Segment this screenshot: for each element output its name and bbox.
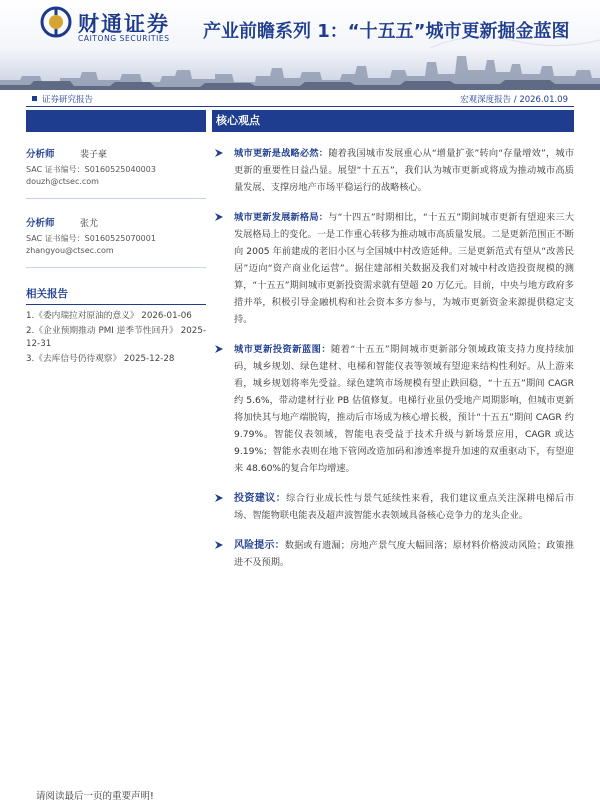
report-meta: 宏观深度报告 / 2026.01.09: [460, 95, 568, 105]
core-views-section: [212, 110, 574, 571]
related-report-link[interactable]: 2.《企业预期推动 PMI 逆季节性回升》 2025-12-31: [26, 326, 206, 349]
report-type: [32, 93, 93, 105]
analyst-card: [26, 211, 206, 257]
report-info-bar: [26, 90, 574, 108]
arrow-bullet-icon: [214, 540, 224, 550]
logo-name-cn: 财通证券: [78, 12, 170, 36]
analyst-card: [26, 142, 206, 188]
arrow-bullet-icon: [214, 212, 224, 222]
arrow-bullet-icon: [214, 344, 224, 354]
analyst-name: 张尤: [80, 219, 99, 229]
company-logo: [40, 6, 190, 46]
sidebar: [26, 110, 206, 366]
key-point-lead: 城市更新发展新格局：: [234, 212, 329, 223]
key-point: [212, 537, 574, 571]
key-point-text: 综合行业成长性与景气延续性来看，我们建议重点关注深耕电梯后市场、智能物联电能表及超声波智能水表领域具备核心竞争力的龙头企业。: [234, 493, 575, 521]
disclaimer-note: 请阅读最后一页的重要声明!: [36, 791, 154, 802]
key-point-text: 数据或有遗漏；房地产景气度大幅回落；原材料价格波动风险；政策推进不及预期。: [234, 540, 575, 568]
logo-name-en: CAITONG SECURITIES: [78, 34, 170, 43]
key-point-lead: 风险提示：: [234, 540, 285, 551]
report-header: [0, 0, 600, 90]
key-point-lead: 投资建议：: [234, 493, 287, 504]
report-title: 产业前瞻系列 1：“十五五”城市更新掘金蓝图: [203, 21, 570, 42]
analyst-email[interactable]: douzh@ctsec.com: [26, 177, 99, 186]
key-point-text: 随着我国城市发展重心从“增量扩张”转向“存量增效”，城市更新的重要性日益凸显。展望“十五五”，我们认为城市更新或将成为推动城市高质量发展、支撑房地产市场平稳运行的战略核心。: [234, 148, 575, 193]
sidebar-header-bar: [26, 110, 206, 132]
key-point: [212, 209, 574, 328]
key-point-text: 随着“十五五”期间城市更新部分领域政策支持力度持续加码，城乡规划、绿色建材、电梯和智能仪表等领域有望迎来结构性利好。从上游来看，城乡规划将率先受益。绿色建筑市场规模有望止跌回稳，“十五五”期间 CAGR 约 5.6%，带动建材行业 PB 估值修复。电梯行业虽仍受地产周期影响，但城市更新将加快其与地产端脱钩，推动后市场成为核心增长极，预计“十五五”期间 CAGR 约 9.79%。智能仪表领域，智能电表受益于技术升级与新场景应用，CAGR 或达 9.19%；智能水表则在地下管网改造加码和渗透率提升加速的双重驱动下，有望迎来 48.60%的复合年均增速。: [234, 344, 574, 474]
key-point: [212, 490, 574, 524]
related-report-link[interactable]: 1.《委内瑞拉对原油的意义》 2026-01-06: [26, 311, 192, 321]
report-type-label: 证券研究报告: [42, 95, 94, 105]
divider: [26, 267, 206, 268]
analyst-cert: SAC 证书编号：S0160525040003: [26, 165, 156, 174]
header-rule: [26, 106, 574, 107]
analyst-role: 分析师: [26, 218, 55, 229]
key-point: [212, 341, 574, 477]
logo-mark-icon: [40, 6, 72, 38]
analyst-cert: SAC 证书编号：S0160525070001: [26, 234, 156, 243]
square-bullet-icon: [32, 96, 37, 101]
key-point-text: 与“十四五”时期相比，“十五五”期间城市更新有望迎来三大发展格局上的变化。一是工作重心转移为推动城市高质量发展。二是更新范围正不断向 2005 年前建成的老旧小区与全国城中村改造延伸。三是更新范式有望从“改善民居”迈向“资产商业化运营”。据住建部相关数据及我们对城中村改造投资规模的测算，“十五五”期间城市更新投资需求就有望超 20 万亿元。目前，中央与地方政府多措并举，积极引导金融机构和社会资本多方参与，为城市更新资金来源提供稳定支持。: [234, 212, 575, 325]
key-point-lead: 城市更新投资新蓝图：: [234, 344, 332, 355]
arrow-bullet-icon: [214, 493, 224, 503]
analyst-name: 裴子豪: [80, 150, 108, 160]
divider: [26, 198, 206, 199]
related-report-link[interactable]: 3.《去库信号仍待观察》 2025-12-28: [26, 354, 175, 364]
related-reports-title: 相关报告: [26, 286, 206, 305]
analyst-role: 分析师: [26, 149, 55, 160]
analyst-email[interactable]: zhangyou@ctsec.com: [26, 246, 114, 255]
key-point: [212, 145, 574, 196]
arrow-bullet-icon: [214, 148, 224, 158]
key-point-lead: 城市更新是战略必然：: [234, 148, 329, 159]
core-views-title: 核心观点: [212, 110, 574, 132]
